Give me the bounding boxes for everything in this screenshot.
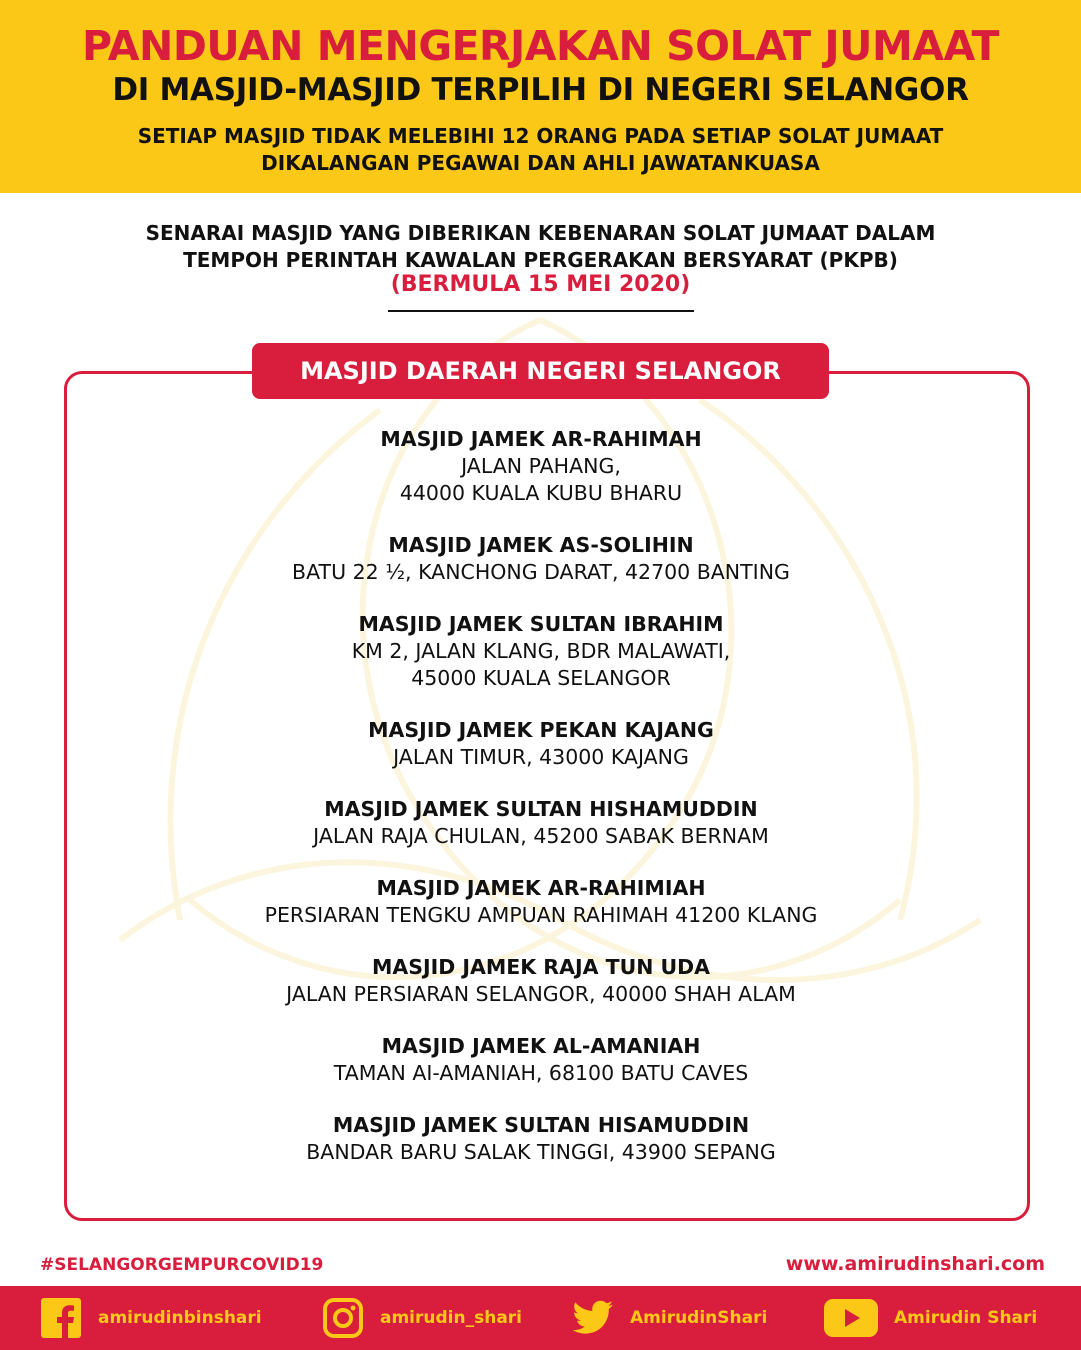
page-subtitle: DI MASJID-MASJID TERPILIH DI NEGERI SELANGOR xyxy=(112,72,969,108)
mosque-name: MASJID JAMEK AR-RAHIMIAH xyxy=(376,876,706,900)
social-handle: amirudin_shari xyxy=(380,1308,523,1328)
mosque-address-line: JALAN TIMUR, 43000 KAJANG xyxy=(393,745,689,769)
mosque-name: MASJID JAMEK SULTAN HISAMUDDIN xyxy=(332,1113,750,1137)
list-item xyxy=(64,611,1018,692)
social-link-instagram[interactable] xyxy=(322,1286,522,1350)
mosque-name: MASJID JAMEK AL-AMANIAH xyxy=(381,1034,701,1058)
twitter-icon xyxy=(572,1297,614,1339)
header-note-line-1: SETIAP MASJID TIDAK MELEBIHI 12 ORANG PADA SETIAP SOLAT JUMAAT xyxy=(137,124,944,148)
list-item xyxy=(64,532,1018,586)
list-item xyxy=(64,1112,1018,1166)
section-label: MASJID DAERAH NEGERI SELANGOR xyxy=(252,343,829,399)
intro-line-1: SENARAI MASJID YANG DIBERIKAN KEBENARAN SOLAT JUMAAT DALAM xyxy=(145,221,936,245)
mosque-list xyxy=(64,426,1018,1191)
instagram-icon xyxy=(322,1297,364,1339)
social-bar xyxy=(0,1286,1081,1350)
facebook-icon xyxy=(40,1297,82,1339)
list-item xyxy=(64,717,1018,771)
list-item xyxy=(64,954,1018,1008)
header-note-line-2: DIKALANGAN PEGAWAI DAN AHLI JAWATANKUASA xyxy=(261,151,820,175)
mosque-address-line: JALAN PERSIARAN SELANGOR, 40000 SHAH ALAM xyxy=(286,982,796,1006)
intro-effective-date: (BERMULA 15 MEI 2020) xyxy=(390,272,691,297)
mosque-name: MASJID JAMEK PEKAN KAJANG xyxy=(368,718,714,742)
mosque-address-line: BANDAR BARU SALAK TINGGI, 43900 SEPANG xyxy=(306,1140,776,1164)
mosque-name: MASJID JAMEK RAJA TUN UDA xyxy=(371,955,711,979)
list-item xyxy=(64,1033,1018,1087)
mosque-name: MASJID JAMEK AR-RAHIMAH xyxy=(380,427,702,451)
social-link-youtube[interactable] xyxy=(824,1286,1037,1350)
page-title: PANDUAN MENGERJAKAN SOLAT JUMAAT xyxy=(81,22,1000,70)
website-link[interactable]: www.amirudinshari.com xyxy=(785,1253,1045,1275)
list-item xyxy=(64,875,1018,929)
mosque-name: MASJID JAMEK AS-SOLIHIN xyxy=(388,533,694,557)
list-item xyxy=(64,796,1018,850)
mosque-address-line: TAMAN AI-AMANIAH, 68100 BATU CAVES xyxy=(333,1061,749,1085)
social-link-facebook[interactable] xyxy=(40,1286,262,1350)
social-handle: AmirudinShari xyxy=(630,1308,768,1328)
header-banner xyxy=(0,0,1081,193)
mosque-address-line: 44000 KUALA KUBU BHARU xyxy=(399,481,683,505)
social-handle: amirudinbinshari xyxy=(98,1308,262,1328)
mosque-name: MASJID JAMEK SULTAN HISHAMUDDIN xyxy=(324,797,758,821)
divider xyxy=(388,310,694,312)
youtube-icon xyxy=(824,1297,878,1339)
list-item xyxy=(64,426,1018,507)
mosque-address-line: KM 2, JALAN KLANG, BDR MALAWATI, xyxy=(351,639,731,663)
hashtag: #SELANGORGEMPURCOVID19 xyxy=(40,1255,324,1275)
social-handle: Amirudin Shari xyxy=(894,1308,1038,1328)
mosque-name: MASJID JAMEK SULTAN IBRAHIM xyxy=(358,612,724,636)
mosque-address-line: JALAN RAJA CHULAN, 45200 SABAK BERNAM xyxy=(313,824,769,848)
mosque-address-line: JALAN PAHANG, xyxy=(461,454,621,478)
mosque-address-line: BATU 22 ½, KANCHONG DARAT, 42700 BANTING xyxy=(292,560,790,584)
mosque-address-line: PERSIARAN TENGKU AMPUAN RAHIMAH 41200 KLANG xyxy=(264,903,818,927)
intro-line-2: TEMPOH PERINTAH KAWALAN PERGERAKAN BERSYARAT (PKPB) xyxy=(183,248,898,272)
mosque-address-line: 45000 KUALA SELANGOR xyxy=(411,666,671,690)
social-link-twitter[interactable] xyxy=(572,1286,767,1350)
